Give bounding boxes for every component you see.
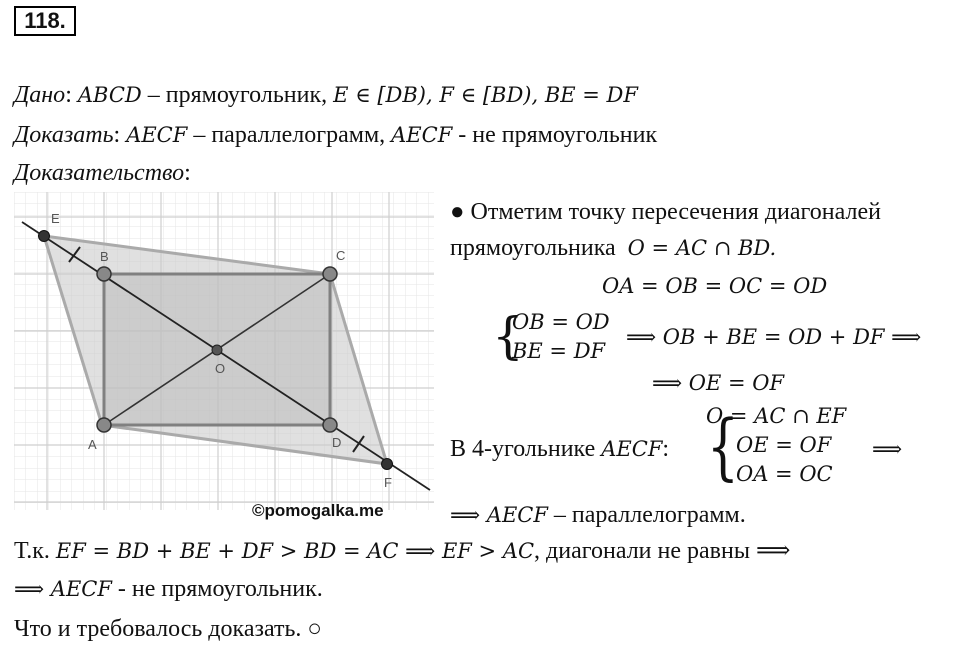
- prove-expr-2: AECF: [391, 123, 453, 147]
- sys1-result2: ⟹ OE = OF: [652, 371, 785, 395]
- sys2-line1: O = AC ∩ EF: [706, 404, 847, 428]
- quad-expr: AECF: [601, 437, 663, 461]
- quad-line: В 4-угольнике AECF:: [450, 436, 670, 462]
- sys1-result2-line: [652, 368, 784, 398]
- sys2-line2: OE = OF: [736, 433, 832, 457]
- point-c: [323, 267, 337, 281]
- sys2-line3: OA = OC: [736, 462, 833, 486]
- conclusion2-text: - не прямоугольник.: [111, 576, 323, 602]
- conclusion1-expr: ⟹ AECF: [450, 503, 548, 527]
- proof-line: Доказательство:: [14, 160, 191, 186]
- sys1-result: ⟹ OB + BE = OD + DF ⟹: [626, 325, 922, 349]
- conclusion1-text: – параллелограмм.: [547, 502, 746, 528]
- step1-line1: [450, 197, 881, 227]
- tk-line: [14, 536, 790, 566]
- label-e: E: [51, 211, 60, 226]
- conclusion2-line: [14, 574, 323, 604]
- sys1-line2: BE = DF: [512, 339, 606, 363]
- step1-text2: прямоугольника: [450, 235, 616, 261]
- sys1-line1: OB = OD: [512, 310, 610, 334]
- step1-expr: O = AC ∩ BD.: [627, 236, 777, 260]
- watermark: ©pomogalka.me: [252, 501, 384, 520]
- system-2-brace: {: [706, 404, 739, 488]
- given-text: – прямоугольник,: [141, 82, 334, 108]
- qed-text: Что и требовалось доказать. ○: [14, 616, 322, 642]
- label-c: C: [336, 248, 346, 263]
- sys2-arrow: ⟹: [872, 437, 903, 461]
- label-a: A: [88, 437, 97, 452]
- prove-line: Доказать: AECF – параллелограмм, AECF - не прямоугольник: [14, 122, 658, 148]
- tk-text: Т.к.: [14, 538, 56, 564]
- point-a: [97, 418, 111, 432]
- given-expr: ABCD: [77, 83, 142, 107]
- label-o: O: [215, 361, 226, 376]
- eq-oa-line: [602, 271, 827, 301]
- label-f: F: [384, 475, 392, 490]
- step1-text: ● Отметим точку пересечения диагоналей: [450, 199, 881, 225]
- tk-expr: EF = BD + BE + DF > BD = AC ⟹ EF > AC: [55, 539, 535, 563]
- step1-line2: [450, 233, 776, 263]
- point-b: [97, 267, 111, 281]
- quad-text: В 4-угольнике: [450, 436, 602, 462]
- label-d: D: [332, 435, 342, 450]
- prove-text-1: – параллелограмм,: [187, 122, 392, 148]
- prove-text-2: - не прямоугольник: [452, 122, 658, 148]
- prove-label: Доказать: [14, 122, 114, 148]
- proof-label: Доказательство: [14, 160, 185, 186]
- point-f: [382, 459, 393, 470]
- given-label: Дано: [14, 82, 66, 108]
- sys1-result-line: [626, 322, 921, 352]
- point-d: [323, 418, 337, 432]
- sys2-arrow-line: [872, 434, 902, 464]
- conclusion2-expr: ⟹ AECF: [14, 577, 112, 601]
- prove-expr-1: AECF: [126, 123, 188, 147]
- qed-line: [14, 614, 322, 644]
- point-o: [212, 345, 222, 355]
- label-b: B: [100, 249, 109, 264]
- given-line: Дано: ABCD – прямоугольник, E ∈ [DB), F ∈ [BD), BE = DF: [14, 82, 638, 108]
- conclusion1-line: [450, 500, 746, 530]
- point-e: [39, 231, 50, 242]
- given-conditions: E ∈ [DB), F ∈ [BD), BE = DF: [333, 83, 638, 107]
- geometry-figure: [14, 192, 434, 522]
- tk-text2: , диагонали не равны ⟹: [534, 538, 791, 564]
- problem-number: 118.: [14, 6, 76, 36]
- eq-oa: OA = OB = OC = OD: [602, 274, 828, 298]
- system-1-brace: {: [492, 307, 524, 365]
